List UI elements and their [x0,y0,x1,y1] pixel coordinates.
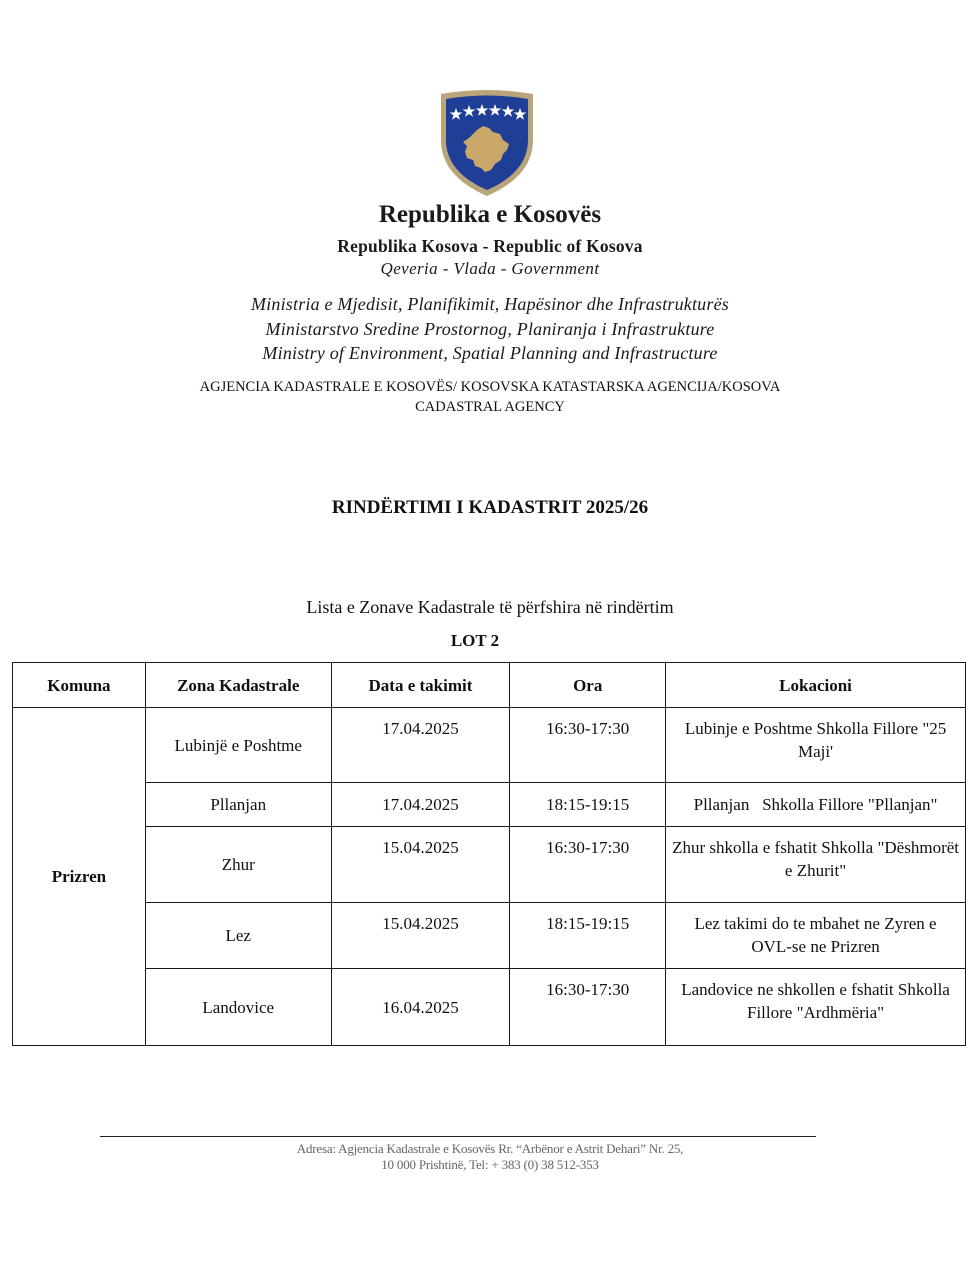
column-header-komuna: Komuna [13,663,146,708]
location-cell: Zhur shkolla e fshatit Shkolla "Dëshmorët e Zhurit" [666,827,966,903]
table-row [13,903,966,969]
ministry-name-english: Ministry of Environment, Spatial Planning and Infrastructure [262,343,718,363]
table-row [13,969,966,1046]
komuna-cell: Prizren [13,708,146,1046]
agency-name [0,377,980,417]
agency-name-line2: CADASTRAL AGENCY [415,399,565,415]
table-row [13,783,966,827]
time-cell: 16:30-17:30 [510,708,666,783]
table-header-row [13,663,966,708]
date-cell: 15.04.2025 [331,903,510,969]
ministry-name-albanian: Ministria e Mjedisit, Planifikimit, Hapësinor dhe Infrastrukturës [251,294,729,314]
date-cell: 15.04.2025 [331,827,510,903]
zona-cell: Landovice [145,969,331,1046]
column-header-ora: Ora [510,663,666,708]
agency-name-line1: AGJENCIA KADASTRALE E KOSOVËS/ KOSOVSKA KATASTARSKA AGENCIJA/KOSOVA [199,379,781,395]
zona-cell: Lubinjë e Poshtme [145,708,331,783]
date-cell: 16.04.2025 [331,969,510,1046]
zona-cell: Lez [145,903,331,969]
footer-address-line2: 10 000 Prishtinë, Tel: + 383 (0) 38 512-353 [381,1157,599,1172]
location-cell: Landovice ne shkollen e fshatit Shkolla Fillore "Ardhmëria" [666,969,966,1046]
time-cell: 18:15-19:15 [510,903,666,969]
location-cell: Lez takimi do te mbahet ne Zyren e OVL-se ne Prizren [666,903,966,969]
government-line: Qeveria - Vlada - Government [380,259,600,278]
location-cell: Pllanjan Shkolla Fillore "Pllanjan" [666,783,966,827]
column-header-lokacioni: Lokacioni [666,663,966,708]
document-title: RINDËRTIMI I KADASTRIT 2025/26 [331,497,649,518]
republic-subtitle: Republika Kosova - Republic of Kosova [337,236,643,256]
footer-address [0,1141,980,1173]
zona-cell: Pllanjan [145,783,331,827]
time-cell: 18:15-19:15 [510,783,666,827]
location-cell: Lubinje e Poshtme Shkolla Fillore "25 Maji' [666,708,966,783]
zona-cell: Zhur [145,827,331,903]
table-row [13,708,966,783]
lot-label: LOT 2 [450,631,500,650]
footer-divider [100,1136,816,1137]
table-row [13,827,966,903]
cadastral-zones-table [12,662,966,1046]
kosovo-coat-of-arms-icon [437,88,537,198]
column-header-data-e-takimit: Data e takimit [331,663,510,708]
list-title: Lista e Zonave Kadastrale të përfshira në rindërtim [306,597,674,617]
republic-title: Republika e Kosovës [378,201,602,228]
date-cell: 17.04.2025 [331,783,510,827]
footer-address-line1: Adresa: Agjencia Kadastrale e Kosovës Rr. “Arbënor e Astrit Dehari” Nr. 25, [296,1141,684,1156]
ministry-name-serbian: Ministarstvo Sredine Prostornog, Planiranja i Infrastrukture [265,319,715,339]
column-header-zona-kadastrale: Zona Kadastrale [145,663,331,708]
time-cell: 16:30-17:30 [510,969,666,1046]
date-cell: 17.04.2025 [331,708,510,783]
time-cell: 16:30-17:30 [510,827,666,903]
